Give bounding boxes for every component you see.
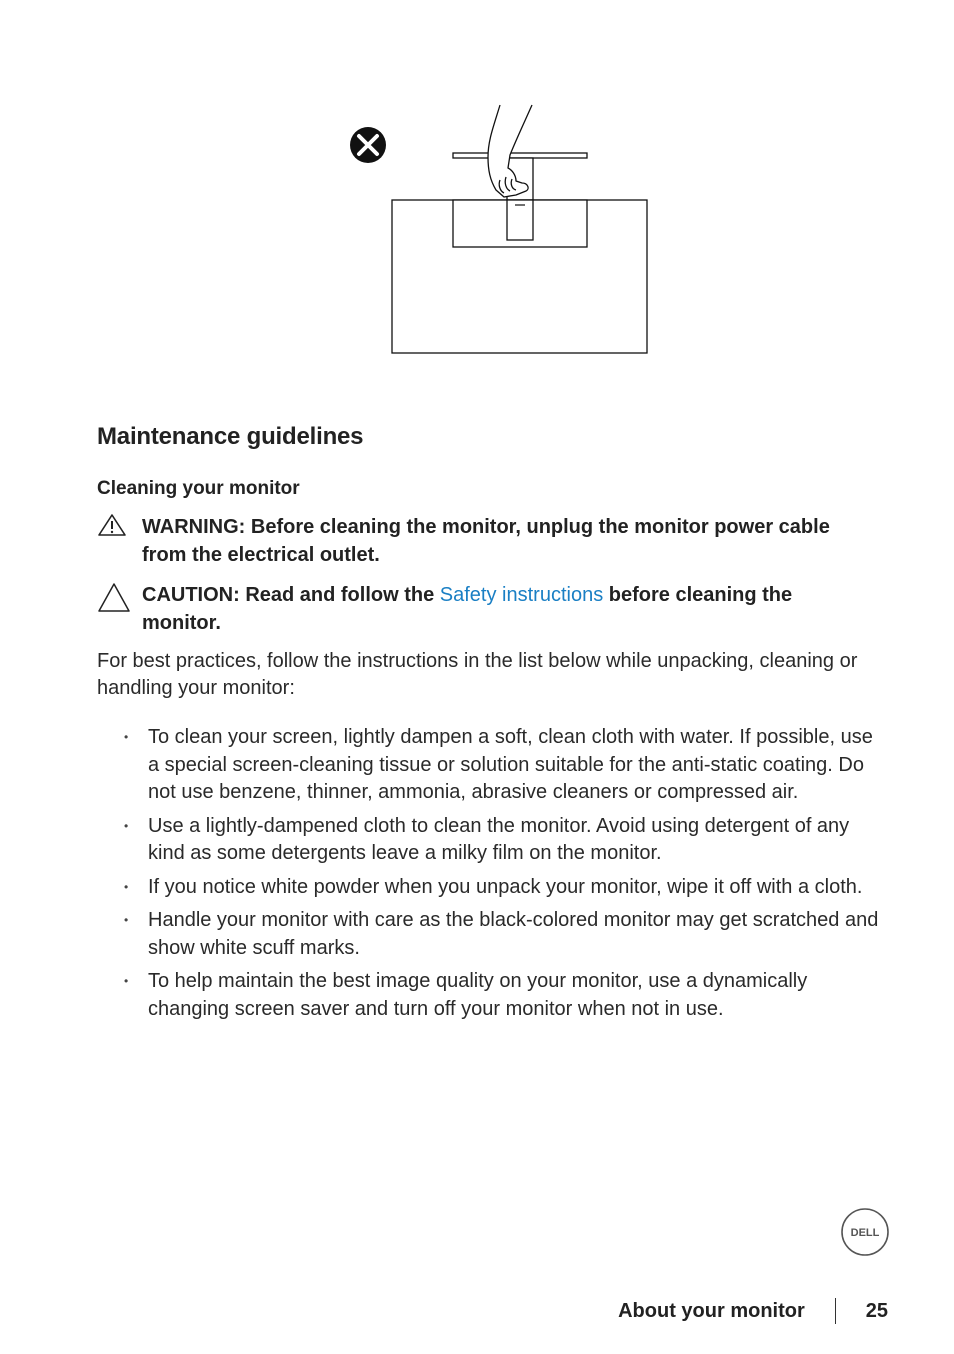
page-number: 25: [865, 1299, 888, 1322]
bullet-glyph: •: [124, 913, 129, 927]
warning-triangle-icon: [97, 513, 127, 537]
bullet-glyph: •: [124, 879, 129, 894]
caution-prefix: CAUTION: Read and follow the: [142, 584, 440, 606]
bullet-glyph: •: [124, 730, 129, 744]
list-item: • Use a lightly-dampened cloth to clean the monitor. Avoid using detergent of any kind as some detergents leave a milky film on the monitor.: [124, 814, 850, 864]
safety-instructions-link[interactable]: Safety instructions: [439, 584, 604, 606]
list-item: • To help maintain the best image quality on your monitor, use a dynamically changing screen saver and turn off your monitor when not in use.: [124, 970, 808, 1020]
caution-notice: [97, 581, 867, 641]
page-footer: [618, 1298, 888, 1324]
intro-paragraph: For best practices, follow the instructions in the list below while unpacking, cleaning or handling your monitor:: [97, 650, 858, 699]
monitor-lifting-illustration: [340, 95, 660, 365]
subsection-title: Cleaning your monitor: [97, 478, 300, 499]
list-item: • Handle your monitor with care as the black-colored monitor may get scratched and show white scuff marks.: [124, 909, 879, 959]
x-circle-icon: [350, 127, 386, 163]
footer-section-title: About your monitor: [618, 1299, 805, 1322]
list-item: • To clean your screen, lightly dampen a soft, clean cloth with water. If possible, use a special screen-cleaning tissue or solution suitable for the anti-static coating. Do not use benzene, thinner, ammonia, abrasive cleaners or compressed air.: [124, 726, 873, 803]
caution-suffix: before cleaning the monitor.: [142, 584, 793, 634]
warning-text: WARNING: Before cleaning the monitor, unplug the monitor power cable from the electrical outlet.: [142, 516, 830, 566]
caution-triangle-icon: [97, 581, 131, 613]
caution-text: [142, 581, 872, 637]
dell-logo-icon: [840, 1207, 890, 1257]
section-title: Maintenance guidelines: [97, 423, 364, 450]
cleaning-tips-list: [120, 724, 880, 1029]
list-item: • If you notice white powder when you unpack your monitor, wipe it off with a cloth.: [120, 874, 880, 902]
warning-notice: [97, 513, 867, 573]
svg-text:DELL: DELL: [850, 1227, 880, 1239]
bullet-glyph: •: [124, 974, 129, 988]
footer-divider: [835, 1298, 836, 1324]
stand-top-bar: [453, 153, 587, 158]
bullet-glyph: •: [124, 818, 129, 833]
hand-icon: [488, 105, 532, 197]
